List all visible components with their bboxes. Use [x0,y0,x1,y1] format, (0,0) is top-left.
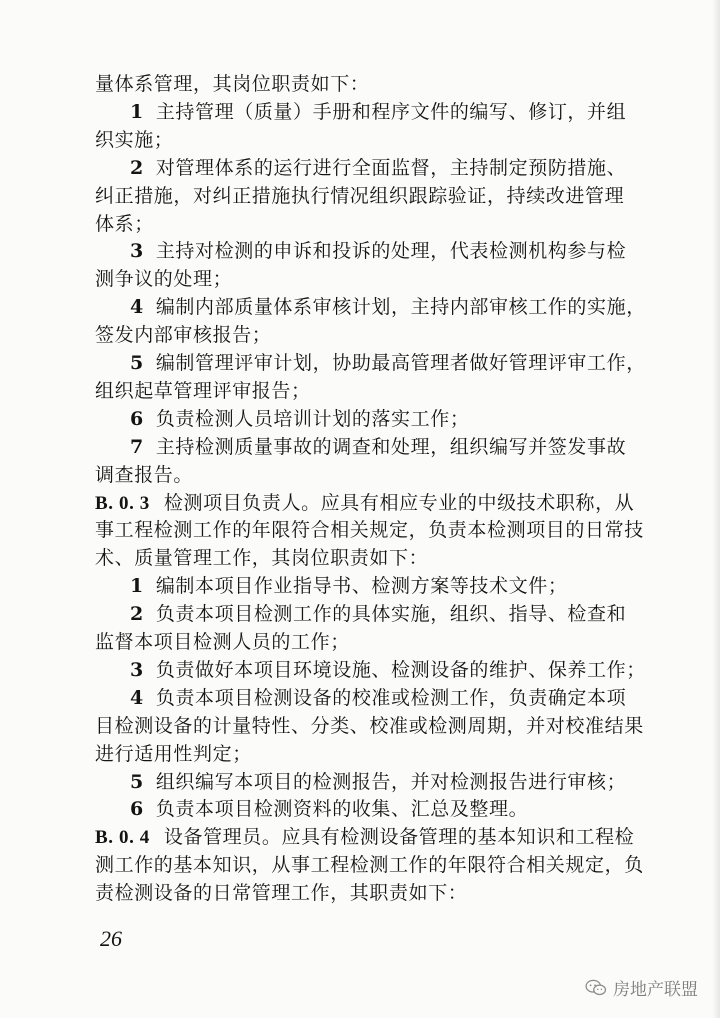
text-line [95,323,271,347]
text-line [95,463,193,487]
wechat-icon [585,979,607,997]
line-text: 负责做好本项目环境设施、检测设备的维护、保养工作； [155,659,646,681]
text-line [130,770,626,794]
text-line [95,184,624,208]
line-text: 组织起草管理评审报告； [95,380,311,402]
line-text: 负责检测人员培训计划的落实工作； [155,408,470,430]
page-number: 26 [100,926,122,951]
text-line [95,714,644,738]
line-text: 负责本项目检测资料的收集、汇总及整理。 [155,798,529,820]
line-text: 责检测设备的日常管理工作，其职责如下： [95,882,468,904]
line-text: 测工作的基本知识，从事工程检测工作的年限符合相关规定，负 [95,854,644,876]
line-text: 设备管理员。应具有检测设备管理的基本知识和工程检 [163,826,635,848]
item-number: 1 [130,101,144,123]
line-text: 织实施； [95,129,174,151]
text-line [130,602,626,626]
line-text: 调查报告。 [95,464,194,486]
item-number: 3 [130,240,144,262]
line-text: 检测项目负责人。应具有相应专业的中级技术职称，从 [163,492,635,514]
text-line [130,100,626,124]
line-text: 负责本项目检测设备的校准或检测工作，负责确定本项 [155,687,627,709]
line-text: 主持管理（质量）手册和程序文件的编写、修订，并组 [155,101,627,123]
text-line [130,435,626,459]
line-text: 编制内部质量体系审核计划，主持内部审核工作的实施， [155,296,646,318]
item-number: 5 [130,771,144,793]
text-line [95,128,173,152]
text-line [130,658,646,682]
page-shadow [712,0,720,1018]
item-number: 6 [130,798,144,820]
text-line [95,72,369,96]
item-number: 2 [130,157,144,179]
item-number: 5 [130,352,144,374]
text-line [130,295,646,319]
text-line [95,546,428,570]
item-number: 4 [130,687,144,709]
item-number: 1 [130,575,144,597]
item-number: 6 [130,408,144,430]
line-text: 目检测设备的计量特性、分类、校准或检测周期，并对校准结果 [95,715,644,737]
text-line [95,742,252,766]
text-line [95,825,634,850]
text-line [130,239,626,263]
line-text: 负责本项目检测工作的具体实施，组织、指导、检查和 [155,603,627,625]
text-line [95,881,467,905]
line-text: 主持对检测的申诉和投诉的处理，代表检测机构参与检 [155,240,627,262]
line-text: 编制管理评审计划，协助最高管理者做好管理评审工作， [155,352,646,374]
text-line [95,267,232,291]
text-line [130,351,646,375]
line-text: 进行适用性判定； [95,743,252,765]
line-text: 对管理体系的运行进行全面监督，主持制定预防措施、 [155,157,627,179]
text-line [130,156,626,180]
text-line [130,407,469,431]
clause-number: B. 0. 4 [95,827,150,848]
watermark-text: 房地产联盟 [613,980,698,1000]
text-line [95,630,350,654]
text-line [130,797,528,821]
text-line [95,379,311,403]
line-text: 主持检测质量事故的调查和处理，组织编写并签发事故 [155,436,627,458]
watermark [585,975,698,1000]
line-text: 测争议的处理； [95,268,233,290]
text-line [130,574,567,598]
item-number: 2 [130,603,144,625]
line-text: 编制本项目作业指导书、检测方案等技术文件； [155,575,568,597]
text-line [95,212,154,236]
text-line [95,853,644,877]
item-number: 4 [130,296,144,318]
text-line [95,491,634,516]
line-text: 体系； [95,213,154,235]
line-text: 术、质量管理工作，其岗位职责如下： [95,547,429,569]
item-number: 3 [130,659,144,681]
line-text: 监督本项目检测人员的工作； [95,631,350,653]
line-text: 量体系管理，其岗位职责如下： [95,73,370,95]
item-number: 7 [130,436,144,458]
line-text: 组织编写本项目的检测报告，并对检测报告进行审核； [155,771,627,793]
text-line [130,686,626,710]
line-text: 纠正措施，对纠正措施执行情况组织跟踪验证，持续改进管理 [95,185,625,207]
line-text: 签发内部审核报告； [95,324,272,346]
line-text: 事工程检测工作的年限符合相关规定，负责本检测项目的日常技 [95,519,644,541]
text-line [95,518,644,542]
clause-number: B. 0. 3 [95,493,150,514]
